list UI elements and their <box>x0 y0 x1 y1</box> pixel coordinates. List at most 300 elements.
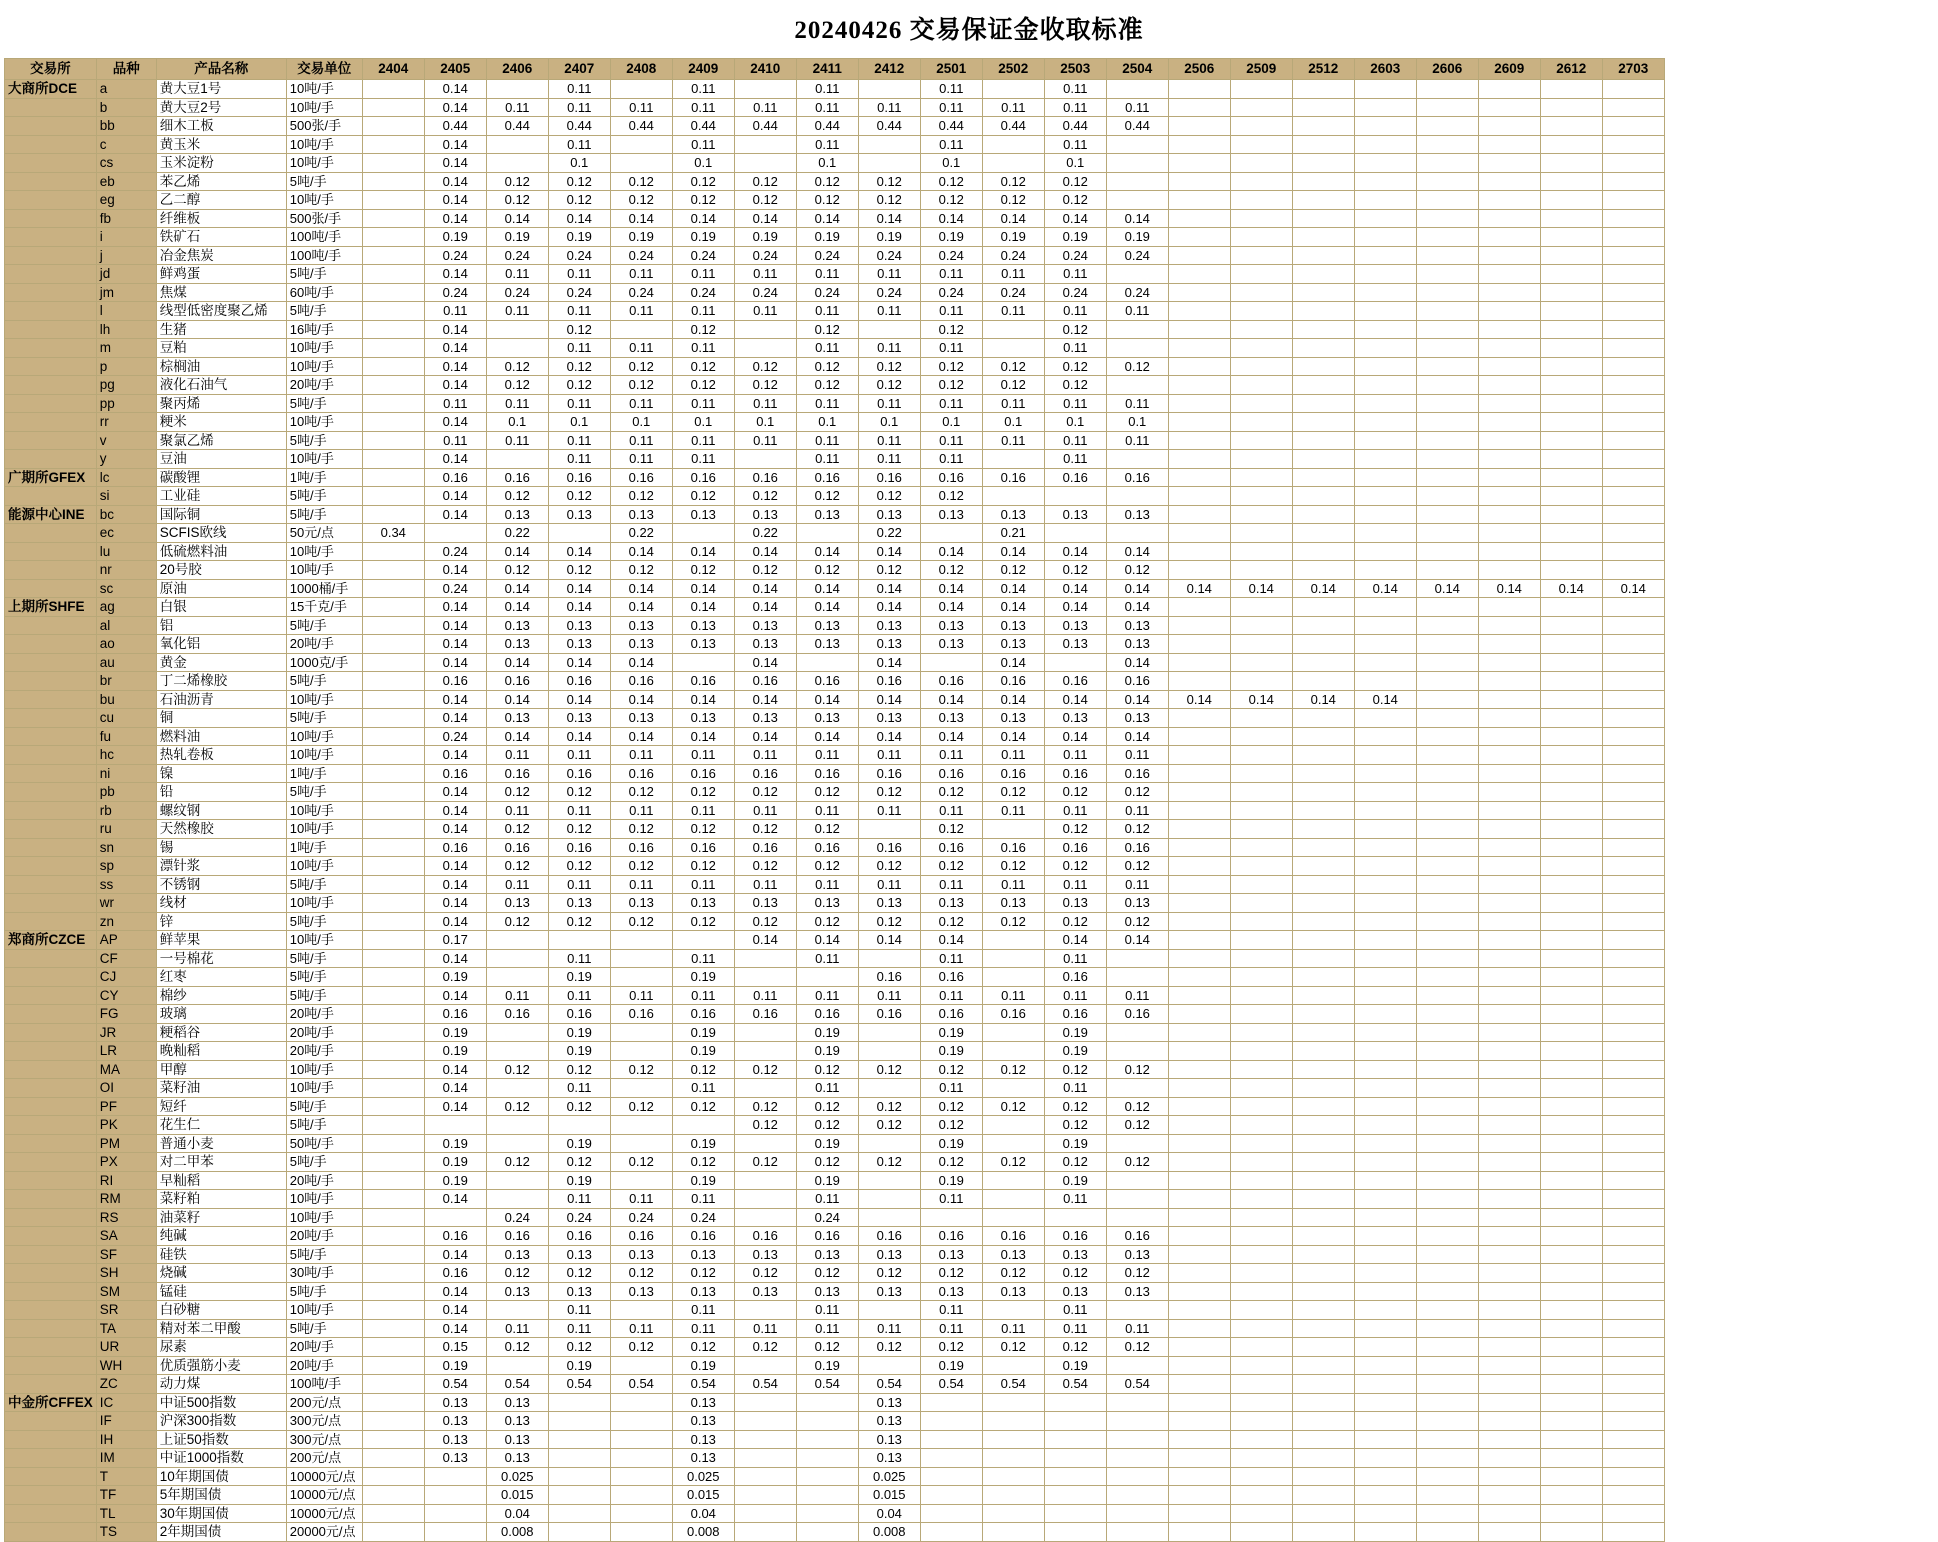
margin-value-cell <box>362 487 424 506</box>
margin-value-cell: 0.12 <box>920 912 982 931</box>
margin-value-cell: 0.12 <box>982 357 1044 376</box>
margin-value-cell: 0.11 <box>610 450 672 469</box>
margin-value-cell <box>1416 450 1478 469</box>
margin-value-cell <box>1354 635 1416 654</box>
margin-value-cell: 0.13 <box>424 1412 486 1431</box>
trading-unit-cell: 5吨/手 <box>286 302 362 321</box>
product-code-cell: CF <box>96 949 156 968</box>
margin-value-cell <box>362 1060 424 1079</box>
product-name-cell: 黄大豆1号 <box>156 80 286 99</box>
margin-value-cell: 0.11 <box>920 875 982 894</box>
margin-value-cell <box>1602 413 1664 432</box>
trading-unit-cell: 500张/手 <box>286 209 362 228</box>
margin-value-cell <box>1106 1023 1168 1042</box>
margin-value-cell <box>1168 135 1230 154</box>
margin-value-cell <box>982 487 1044 506</box>
margin-value-cell <box>1354 431 1416 450</box>
margin-value-cell <box>424 1116 486 1135</box>
margin-value-cell <box>1292 894 1354 913</box>
margin-value-cell: 0.16 <box>610 1227 672 1246</box>
table-row <box>5 1375 1665 1394</box>
margin-value-cell: 0.13 <box>982 616 1044 635</box>
margin-value-cell: 0.14 <box>1106 542 1168 561</box>
margin-value-cell: 0.14 <box>610 579 672 598</box>
trading-unit-cell: 5吨/手 <box>286 505 362 524</box>
margin-value-cell: 0.12 <box>548 172 610 191</box>
margin-value-cell <box>1540 1301 1602 1320</box>
exchange-cell: 中金所CFFEX <box>5 1393 97 1412</box>
margin-value-cell: 0.19 <box>796 1042 858 1061</box>
margin-value-cell <box>362 191 424 210</box>
table-row <box>5 653 1665 672</box>
margin-value-cell <box>1292 524 1354 543</box>
margin-value-cell: 0.13 <box>610 1282 672 1301</box>
product-code-cell: TF <box>96 1486 156 1505</box>
margin-value-cell <box>1230 1134 1292 1153</box>
margin-value-cell: 0.16 <box>858 672 920 691</box>
margin-value-cell <box>734 1486 796 1505</box>
margin-value-cell: 0.14 <box>424 1245 486 1264</box>
margin-value-cell: 0.14 <box>424 135 486 154</box>
table-row <box>5 931 1665 950</box>
margin-value-cell <box>1416 246 1478 265</box>
product-code-cell: jm <box>96 283 156 302</box>
margin-value-cell <box>1230 1449 1292 1468</box>
margin-value-cell: 0.16 <box>920 968 982 987</box>
margin-value-cell: 0.11 <box>1106 431 1168 450</box>
exchange-cell <box>5 1005 97 1024</box>
margin-value-cell <box>1168 653 1230 672</box>
margin-value-cell <box>1478 1079 1540 1098</box>
margin-value-cell: 0.12 <box>672 172 734 191</box>
margin-value-cell: 0.12 <box>486 357 548 376</box>
margin-value-cell: 0.19 <box>920 1042 982 1061</box>
margin-value-cell: 0.12 <box>920 487 982 506</box>
margin-value-cell: 0.12 <box>1106 1153 1168 1172</box>
margin-value-cell <box>1168 949 1230 968</box>
table-row <box>5 524 1665 543</box>
product-code-cell: au <box>96 653 156 672</box>
margin-value-cell <box>1540 283 1602 302</box>
margin-value-cell <box>1478 265 1540 284</box>
margin-value-cell: 0.14 <box>1044 579 1106 598</box>
margin-value-cell <box>1168 968 1230 987</box>
margin-value-cell <box>362 135 424 154</box>
margin-value-cell: 0.24 <box>796 283 858 302</box>
margin-value-cell <box>982 1116 1044 1135</box>
margin-value-cell: 0.11 <box>920 801 982 820</box>
margin-value-cell <box>796 968 858 987</box>
margin-value-cell: 0.12 <box>734 912 796 931</box>
margin-value-cell: 0.1 <box>672 154 734 173</box>
margin-value-cell <box>1416 1116 1478 1135</box>
margin-value-cell <box>858 1356 920 1375</box>
margin-value-cell: 0.16 <box>486 838 548 857</box>
margin-value-cell: 0.14 <box>424 265 486 284</box>
margin-value-cell <box>1416 394 1478 413</box>
margin-value-cell <box>1478 1060 1540 1079</box>
product-code-cell: a <box>96 80 156 99</box>
margin-value-cell <box>1540 228 1602 247</box>
margin-value-cell: 0.19 <box>548 1023 610 1042</box>
margin-value-cell: 0.24 <box>858 283 920 302</box>
margin-value-cell <box>1230 875 1292 894</box>
margin-value-cell <box>1230 246 1292 265</box>
margin-value-cell <box>1292 1282 1354 1301</box>
margin-value-cell <box>362 246 424 265</box>
margin-value-cell <box>1540 1023 1602 1042</box>
margin-value-cell: 0.13 <box>796 709 858 728</box>
margin-value-cell <box>362 172 424 191</box>
margin-value-cell: 0.14 <box>672 209 734 228</box>
product-name-cell: 铝 <box>156 616 286 635</box>
margin-value-cell: 0.14 <box>424 709 486 728</box>
margin-value-cell: 0.11 <box>920 80 982 99</box>
margin-value-cell: 0.12 <box>548 820 610 839</box>
margin-value-cell: 0.008 <box>858 1523 920 1542</box>
margin-value-cell: 0.54 <box>1044 1375 1106 1394</box>
margin-value-cell <box>1478 709 1540 728</box>
margin-value-cell <box>1044 1430 1106 1449</box>
margin-value-cell: 0.12 <box>486 191 548 210</box>
margin-value-cell <box>1292 1467 1354 1486</box>
margin-value-cell <box>1602 1023 1664 1042</box>
margin-value-cell <box>982 1079 1044 1098</box>
exchange-cell <box>5 1153 97 1172</box>
exchange-cell <box>5 487 97 506</box>
margin-value-cell <box>1230 1282 1292 1301</box>
margin-value-cell <box>486 1079 548 1098</box>
margin-value-cell <box>1354 857 1416 876</box>
margin-value-cell <box>1416 912 1478 931</box>
margin-value-cell: 0.14 <box>796 690 858 709</box>
product-name-cell: 白砂糖 <box>156 1301 286 1320</box>
margin-value-cell <box>1602 117 1664 136</box>
margin-value-cell: 0.24 <box>734 246 796 265</box>
margin-value-cell <box>1602 1245 1664 1264</box>
margin-value-cell: 0.11 <box>982 1319 1044 1338</box>
margin-value-cell <box>1416 1190 1478 1209</box>
margin-value-cell <box>1354 1523 1416 1542</box>
product-code-cell: fb <box>96 209 156 228</box>
margin-value-cell: 0.12 <box>1106 1060 1168 1079</box>
margin-value-cell <box>610 1079 672 1098</box>
margin-value-cell <box>1478 1097 1540 1116</box>
margin-value-cell: 0.16 <box>1106 838 1168 857</box>
margin-value-cell <box>1416 117 1478 136</box>
margin-value-cell: 0.16 <box>796 838 858 857</box>
margin-value-cell <box>1230 1504 1292 1523</box>
margin-value-cell <box>1292 117 1354 136</box>
margin-value-cell: 0.12 <box>672 1338 734 1357</box>
margin-value-cell: 0.14 <box>1354 690 1416 709</box>
margin-value-cell: 0.14 <box>424 635 486 654</box>
margin-value-cell <box>982 1023 1044 1042</box>
table-row <box>5 727 1665 746</box>
margin-value-cell <box>548 1412 610 1431</box>
margin-value-cell <box>1292 542 1354 561</box>
margin-value-cell: 0.13 <box>734 709 796 728</box>
trading-unit-cell: 10000元/点 <box>286 1467 362 1486</box>
margin-value-cell <box>1354 820 1416 839</box>
margin-value-cell <box>1478 376 1540 395</box>
margin-value-cell: 0.16 <box>610 764 672 783</box>
margin-value-cell: 0.13 <box>858 616 920 635</box>
margin-value-cell <box>1416 1486 1478 1505</box>
margin-value-cell: 0.12 <box>1044 857 1106 876</box>
margin-value-cell <box>858 80 920 99</box>
margin-value-cell: 0.16 <box>672 764 734 783</box>
product-code-cell: IF <box>96 1412 156 1431</box>
margin-value-cell <box>1602 1467 1664 1486</box>
margin-value-cell: 0.44 <box>920 117 982 136</box>
trading-unit-cell: 5吨/手 <box>286 709 362 728</box>
margin-value-cell <box>982 1523 1044 1542</box>
table-row <box>5 283 1665 302</box>
margin-value-cell: 0.13 <box>1044 1245 1106 1264</box>
table-row <box>5 1208 1665 1227</box>
table-header-row <box>5 59 1665 80</box>
margin-value-cell <box>362 1504 424 1523</box>
margin-value-cell <box>1292 746 1354 765</box>
margin-value-cell <box>362 783 424 802</box>
product-code-cell: nr <box>96 561 156 580</box>
margin-value-cell: 0.14 <box>424 154 486 173</box>
margin-value-cell: 0.16 <box>1044 968 1106 987</box>
margin-value-cell <box>1168 931 1230 950</box>
margin-value-cell <box>548 1523 610 1542</box>
margin-value-cell <box>1292 135 1354 154</box>
margin-value-cell <box>1416 709 1478 728</box>
margin-value-cell: 0.11 <box>858 1319 920 1338</box>
margin-value-cell <box>1292 1190 1354 1209</box>
margin-value-cell <box>1106 154 1168 173</box>
margin-value-cell <box>1416 1467 1478 1486</box>
margin-value-cell <box>1230 135 1292 154</box>
margin-value-cell: 0.24 <box>610 283 672 302</box>
product-code-cell: ec <box>96 524 156 543</box>
margin-value-cell: 0.24 <box>1044 283 1106 302</box>
margin-value-cell: 0.14 <box>486 653 548 672</box>
margin-value-cell: 0.14 <box>734 653 796 672</box>
margin-value-cell <box>1106 1412 1168 1431</box>
margin-value-cell: 0.16 <box>796 468 858 487</box>
margin-value-cell: 0.24 <box>734 283 796 302</box>
trading-unit-cell: 10吨/手 <box>286 931 362 950</box>
margin-value-cell: 0.12 <box>1106 561 1168 580</box>
margin-value-cell <box>1354 1245 1416 1264</box>
margin-value-cell: 0.13 <box>548 709 610 728</box>
margin-value-cell <box>796 1467 858 1486</box>
product-code-cell: al <box>96 616 156 635</box>
exchange-cell <box>5 1042 97 1061</box>
margin-value-cell <box>548 1449 610 1468</box>
margin-value-cell: 0.16 <box>548 838 610 857</box>
margin-value-cell <box>610 1171 672 1190</box>
margin-value-cell: 0.12 <box>672 1060 734 1079</box>
margin-value-cell: 0.19 <box>1044 1356 1106 1375</box>
margin-value-cell <box>1292 931 1354 950</box>
margin-value-cell: 0.11 <box>486 98 548 117</box>
margin-value-cell <box>1168 1208 1230 1227</box>
margin-value-cell <box>1540 1153 1602 1172</box>
margin-value-cell <box>1230 949 1292 968</box>
margin-value-cell <box>1478 949 1540 968</box>
margin-value-cell: 0.14 <box>1106 598 1168 617</box>
margin-value-cell <box>1416 1264 1478 1283</box>
margin-value-cell: 0.12 <box>548 1264 610 1283</box>
margin-value-cell: 0.1 <box>486 413 548 432</box>
margin-value-cell: 0.16 <box>1106 1005 1168 1024</box>
exchange-cell <box>5 1338 97 1357</box>
margin-value-cell <box>1354 246 1416 265</box>
margin-value-cell <box>1478 746 1540 765</box>
margin-value-cell <box>1354 1486 1416 1505</box>
margin-value-cell <box>362 209 424 228</box>
margin-value-cell <box>982 820 1044 839</box>
margin-value-cell: 0.12 <box>1044 1153 1106 1172</box>
margin-value-cell: 0.11 <box>796 431 858 450</box>
margin-value-cell <box>1416 1023 1478 1042</box>
margin-value-cell: 0.12 <box>486 561 548 580</box>
margin-value-cell <box>734 339 796 358</box>
margin-value-cell: 0.16 <box>734 468 796 487</box>
product-name-cell: 锰硅 <box>156 1282 286 1301</box>
margin-value-cell: 0.14 <box>424 801 486 820</box>
margin-value-cell <box>362 820 424 839</box>
product-name-cell: 硅铁 <box>156 1245 286 1264</box>
margin-value-cell: 0.14 <box>424 598 486 617</box>
margin-value-cell <box>362 1153 424 1172</box>
margin-value-cell <box>920 1486 982 1505</box>
margin-value-cell <box>1354 1356 1416 1375</box>
margin-value-cell: 0.16 <box>424 1005 486 1024</box>
margin-value-cell <box>982 1190 1044 1209</box>
trading-unit-cell: 1吨/手 <box>286 468 362 487</box>
margin-value-cell: 0.12 <box>796 561 858 580</box>
margin-value-cell <box>920 1504 982 1523</box>
margin-value-cell <box>1540 431 1602 450</box>
margin-value-cell: 0.12 <box>548 1097 610 1116</box>
margin-value-cell <box>1478 302 1540 321</box>
margin-value-cell <box>1478 209 1540 228</box>
trading-unit-cell: 20吨/手 <box>286 1338 362 1357</box>
margin-value-cell: 0.11 <box>1044 265 1106 284</box>
margin-value-cell <box>610 1467 672 1486</box>
margin-value-cell: 0.13 <box>1106 709 1168 728</box>
trading-unit-cell: 5吨/手 <box>286 1116 362 1135</box>
margin-value-cell: 0.13 <box>1106 635 1168 654</box>
margin-value-cell <box>610 1504 672 1523</box>
margin-value-cell: 0.14 <box>424 653 486 672</box>
exchange-cell <box>5 413 97 432</box>
margin-value-cell <box>362 1393 424 1412</box>
exchange-cell <box>5 1467 97 1486</box>
margin-value-cell: 0.16 <box>982 764 1044 783</box>
margin-value-cell: 0.12 <box>672 357 734 376</box>
margin-value-cell: 0.14 <box>610 209 672 228</box>
margin-value-cell <box>1354 524 1416 543</box>
trading-unit-cell: 10吨/手 <box>286 746 362 765</box>
margin-value-cell: 0.1 <box>1044 413 1106 432</box>
margin-value-cell <box>1106 172 1168 191</box>
trading-unit-cell: 20000元/点 <box>286 1523 362 1542</box>
margin-value-cell: 0.13 <box>486 505 548 524</box>
margin-value-cell: 0.14 <box>1354 579 1416 598</box>
margin-value-cell: 0.24 <box>672 1208 734 1227</box>
margin-value-cell: 0.19 <box>548 1042 610 1061</box>
margin-value-cell <box>362 1375 424 1394</box>
margin-value-cell <box>920 1412 982 1431</box>
margin-value-cell <box>982 80 1044 99</box>
margin-value-cell: 0.12 <box>734 783 796 802</box>
margin-value-cell <box>982 450 1044 469</box>
exchange-cell <box>5 986 97 1005</box>
margin-value-cell <box>1540 1097 1602 1116</box>
margin-value-cell: 0.12 <box>610 1338 672 1357</box>
margin-value-cell: 0.12 <box>796 1060 858 1079</box>
margin-value-cell: 0.13 <box>486 1245 548 1264</box>
trading-unit-cell: 5吨/手 <box>286 949 362 968</box>
margin-value-cell: 0.16 <box>796 764 858 783</box>
margin-value-cell <box>1354 357 1416 376</box>
margin-value-cell <box>982 1301 1044 1320</box>
margin-value-cell: 0.14 <box>920 727 982 746</box>
margin-value-cell: 0.12 <box>486 783 548 802</box>
margin-value-cell: 0.13 <box>424 1393 486 1412</box>
margin-value-cell: 0.16 <box>1044 838 1106 857</box>
table-row <box>5 1486 1665 1505</box>
margin-value-cell: 0.11 <box>1044 1079 1106 1098</box>
margin-value-cell: 0.11 <box>672 394 734 413</box>
margin-value-cell: 0.11 <box>920 98 982 117</box>
product-code-cell: p <box>96 357 156 376</box>
trading-unit-cell: 500张/手 <box>286 117 362 136</box>
margin-value-cell <box>362 1042 424 1061</box>
margin-value-cell <box>1478 875 1540 894</box>
trading-unit-cell: 1吨/手 <box>286 838 362 857</box>
column-header-2410: 2410 <box>734 59 796 80</box>
exchange-cell <box>5 431 97 450</box>
margin-value-cell <box>1354 468 1416 487</box>
margin-value-cell <box>424 524 486 543</box>
product-name-cell: 一号棉花 <box>156 949 286 968</box>
margin-value-cell: 0.19 <box>672 1171 734 1190</box>
margin-value-cell: 0.16 <box>548 764 610 783</box>
margin-value-cell <box>1354 505 1416 524</box>
product-name-cell: 铜 <box>156 709 286 728</box>
margin-value-cell <box>610 1116 672 1135</box>
margin-value-cell: 0.008 <box>672 1523 734 1542</box>
margin-value-cell <box>1416 505 1478 524</box>
margin-value-cell <box>1478 1134 1540 1153</box>
margin-value-cell <box>362 1430 424 1449</box>
margin-value-cell: 0.12 <box>1106 1338 1168 1357</box>
margin-value-cell: 0.14 <box>1230 690 1292 709</box>
trading-unit-cell: 10吨/手 <box>286 450 362 469</box>
margin-value-cell <box>1292 1208 1354 1227</box>
margin-value-cell <box>362 857 424 876</box>
margin-value-cell: 0.14 <box>424 616 486 635</box>
margin-value-cell: 0.12 <box>1044 561 1106 580</box>
margin-value-cell <box>1478 912 1540 931</box>
margin-value-cell: 0.008 <box>486 1523 548 1542</box>
margin-value-cell <box>1168 431 1230 450</box>
margin-value-cell: 0.12 <box>548 320 610 339</box>
margin-value-cell <box>982 1134 1044 1153</box>
margin-value-cell <box>1416 1449 1478 1468</box>
margin-value-cell <box>1416 820 1478 839</box>
